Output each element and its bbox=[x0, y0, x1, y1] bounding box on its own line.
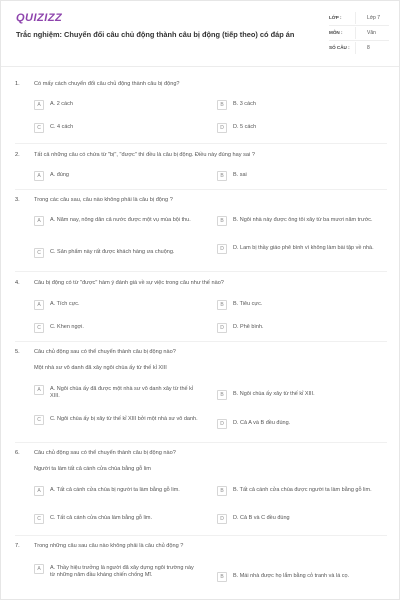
option-letter-box: B bbox=[217, 100, 227, 110]
question-text: Có mấy cách chuyển đổi câu chủ động thành câu bị động? bbox=[34, 81, 180, 87]
question-text: Trong các câu sau, câu nào không phải là câu bị động ? bbox=[34, 197, 173, 203]
meta-label: MÔN : bbox=[329, 30, 343, 35]
option-letter-box: D bbox=[217, 244, 227, 254]
option-letter-box: C bbox=[34, 415, 44, 425]
meta-label: LỚP : bbox=[329, 15, 342, 20]
option-text: A. Ngôi chùa ấy đã được một nhà sư vô danh xây từ thế kỉ XIII. bbox=[50, 386, 194, 400]
meta-row-subject bbox=[329, 26, 389, 41]
divider bbox=[15, 535, 387, 536]
question-number: 4. bbox=[15, 280, 20, 286]
divider bbox=[15, 442, 387, 443]
option-letter-box: B bbox=[217, 300, 227, 310]
question-text: Câu chủ động sau có thể chuyển thành câu bị động nào? bbox=[34, 349, 176, 355]
meta-label: SỐ CÂU : bbox=[329, 45, 350, 50]
option-letter-box: D bbox=[217, 323, 227, 333]
option-letter-box: A bbox=[34, 486, 44, 496]
option-text: D. 5 cách bbox=[233, 124, 257, 130]
option-text: A. đúng bbox=[50, 172, 69, 178]
option-letter-box: A bbox=[34, 216, 44, 226]
option-text: B. Mái nhà được họ lắm bằng cỏ tranh và lá cọ. bbox=[233, 573, 350, 579]
option-letter-box: A bbox=[34, 564, 44, 574]
option-text: C. Tất cả cánh cửa chùa làm bằng gỗ lim. bbox=[50, 515, 153, 521]
option-text: A. 2 cách bbox=[50, 101, 73, 107]
option-text: D. Phê bình. bbox=[233, 324, 264, 330]
option-letter-box: B bbox=[217, 390, 227, 400]
question-number: 6. bbox=[15, 450, 20, 456]
meta-value: 8 bbox=[355, 42, 385, 54]
question-sentence: Người ta làm tất cả cánh cửa chùa bằng gỗ lim bbox=[34, 466, 151, 472]
divider bbox=[15, 341, 387, 342]
question-number: 5. bbox=[15, 349, 20, 355]
question-text: Tất cả những câu có chứa từ "bị", "được" thì đều là câu bị động. Điều này đúng hay sai ? bbox=[34, 152, 255, 158]
question-number: 3. bbox=[15, 197, 20, 203]
question-sentence: Một nhà sư vô danh đã xây ngôi chùa ấy từ thế kỉ XIII bbox=[34, 365, 167, 371]
meta-row-count bbox=[329, 41, 389, 56]
option-text: D. Cả B và C đều đúng bbox=[233, 515, 290, 521]
page-title: Trắc nghiệm: Chuyển đổi câu chủ động thành câu bị động (tiếp theo) có đáp án bbox=[16, 30, 295, 39]
option-letter-box: C bbox=[34, 123, 44, 133]
option-letter-box: D bbox=[217, 514, 227, 524]
quizizz-logo: QUIZIZZ bbox=[16, 12, 63, 24]
divider bbox=[15, 189, 387, 190]
option-letter-box: A bbox=[34, 171, 44, 181]
question-text: Trong những câu sau câu nào không phải là câu chủ động ? bbox=[34, 543, 184, 549]
option-text: C. 4 cách bbox=[50, 124, 74, 130]
option-letter-box: A bbox=[34, 385, 44, 395]
option-text: B. sai bbox=[233, 172, 247, 178]
option-letter-box: D bbox=[217, 123, 227, 133]
option-letter-box: A bbox=[34, 300, 44, 310]
option-text: B. Ngôi chùa ấy xây từ thế kỉ XIII. bbox=[233, 391, 315, 397]
option-letter-box: C bbox=[34, 248, 44, 258]
option-text: C. Ngôi chùa ấy bị xây từ thế kỉ XIII bởi một nhà sư vô danh. bbox=[50, 416, 198, 422]
option-text: C. Sản phẩm này rất được khách hàng ưa chuộng. bbox=[50, 249, 175, 255]
option-letter-box: B bbox=[217, 216, 227, 226]
question-text: Câu chủ động sau có thể chuyển thành câu bị động nào? bbox=[34, 450, 176, 456]
option-text: A. Năm nay, nông dân cả nước được một vụ mùa bội thu. bbox=[50, 217, 191, 223]
option-text: B. Ngôi nhà này được ông tôi xây từ ba mươi năm trước. bbox=[233, 217, 373, 223]
option-letter-box: C bbox=[34, 323, 44, 333]
divider bbox=[15, 271, 387, 272]
option-letter-box: C bbox=[34, 514, 44, 524]
option-letter-box: B bbox=[217, 486, 227, 496]
option-text: A. Tất cả cánh cửa chùa bị người ta làm bằng gỗ lim. bbox=[50, 487, 180, 493]
option-letter-box: B bbox=[217, 171, 227, 181]
worksheet-header bbox=[1, 1, 400, 67]
question-number: 7. bbox=[15, 543, 20, 549]
meta-value: Văn bbox=[355, 27, 385, 39]
question-number: 2. bbox=[15, 152, 20, 158]
meta-value: Lớp 7 bbox=[355, 12, 385, 24]
option-text: A. Thầy hiệu trưởng là người đã xây dựng ngôi trường này từ những năm đầu kháng chiến chống Mĩ. bbox=[50, 565, 194, 579]
option-letter-box: B bbox=[217, 572, 227, 582]
option-text: C. Khen ngợi. bbox=[50, 324, 84, 330]
option-text: B. 3 cách bbox=[233, 101, 256, 107]
option-letter-box: A bbox=[34, 100, 44, 110]
option-text: B. Tiêu cực. bbox=[233, 301, 263, 307]
divider bbox=[15, 143, 387, 144]
meta-row-grade bbox=[329, 11, 389, 26]
question-number: 1. bbox=[15, 81, 20, 87]
option-text: B. Tất cả cánh cửa chùa được người ta làm bằng gỗ lim. bbox=[233, 487, 372, 493]
question-text: Câu bị động có từ "được" hàm ý đánh giá về sự việc trong câu như thế nào? bbox=[34, 280, 224, 286]
option-text: D. Lam bị thầy giáo phê bình vì không làm bài tập về nhà. bbox=[233, 245, 374, 251]
option-text: D. Cả A và B đều đúng. bbox=[233, 420, 291, 426]
option-text: A. Tích cực. bbox=[50, 301, 80, 307]
meta-table bbox=[329, 11, 389, 56]
option-letter-box: D bbox=[217, 419, 227, 429]
